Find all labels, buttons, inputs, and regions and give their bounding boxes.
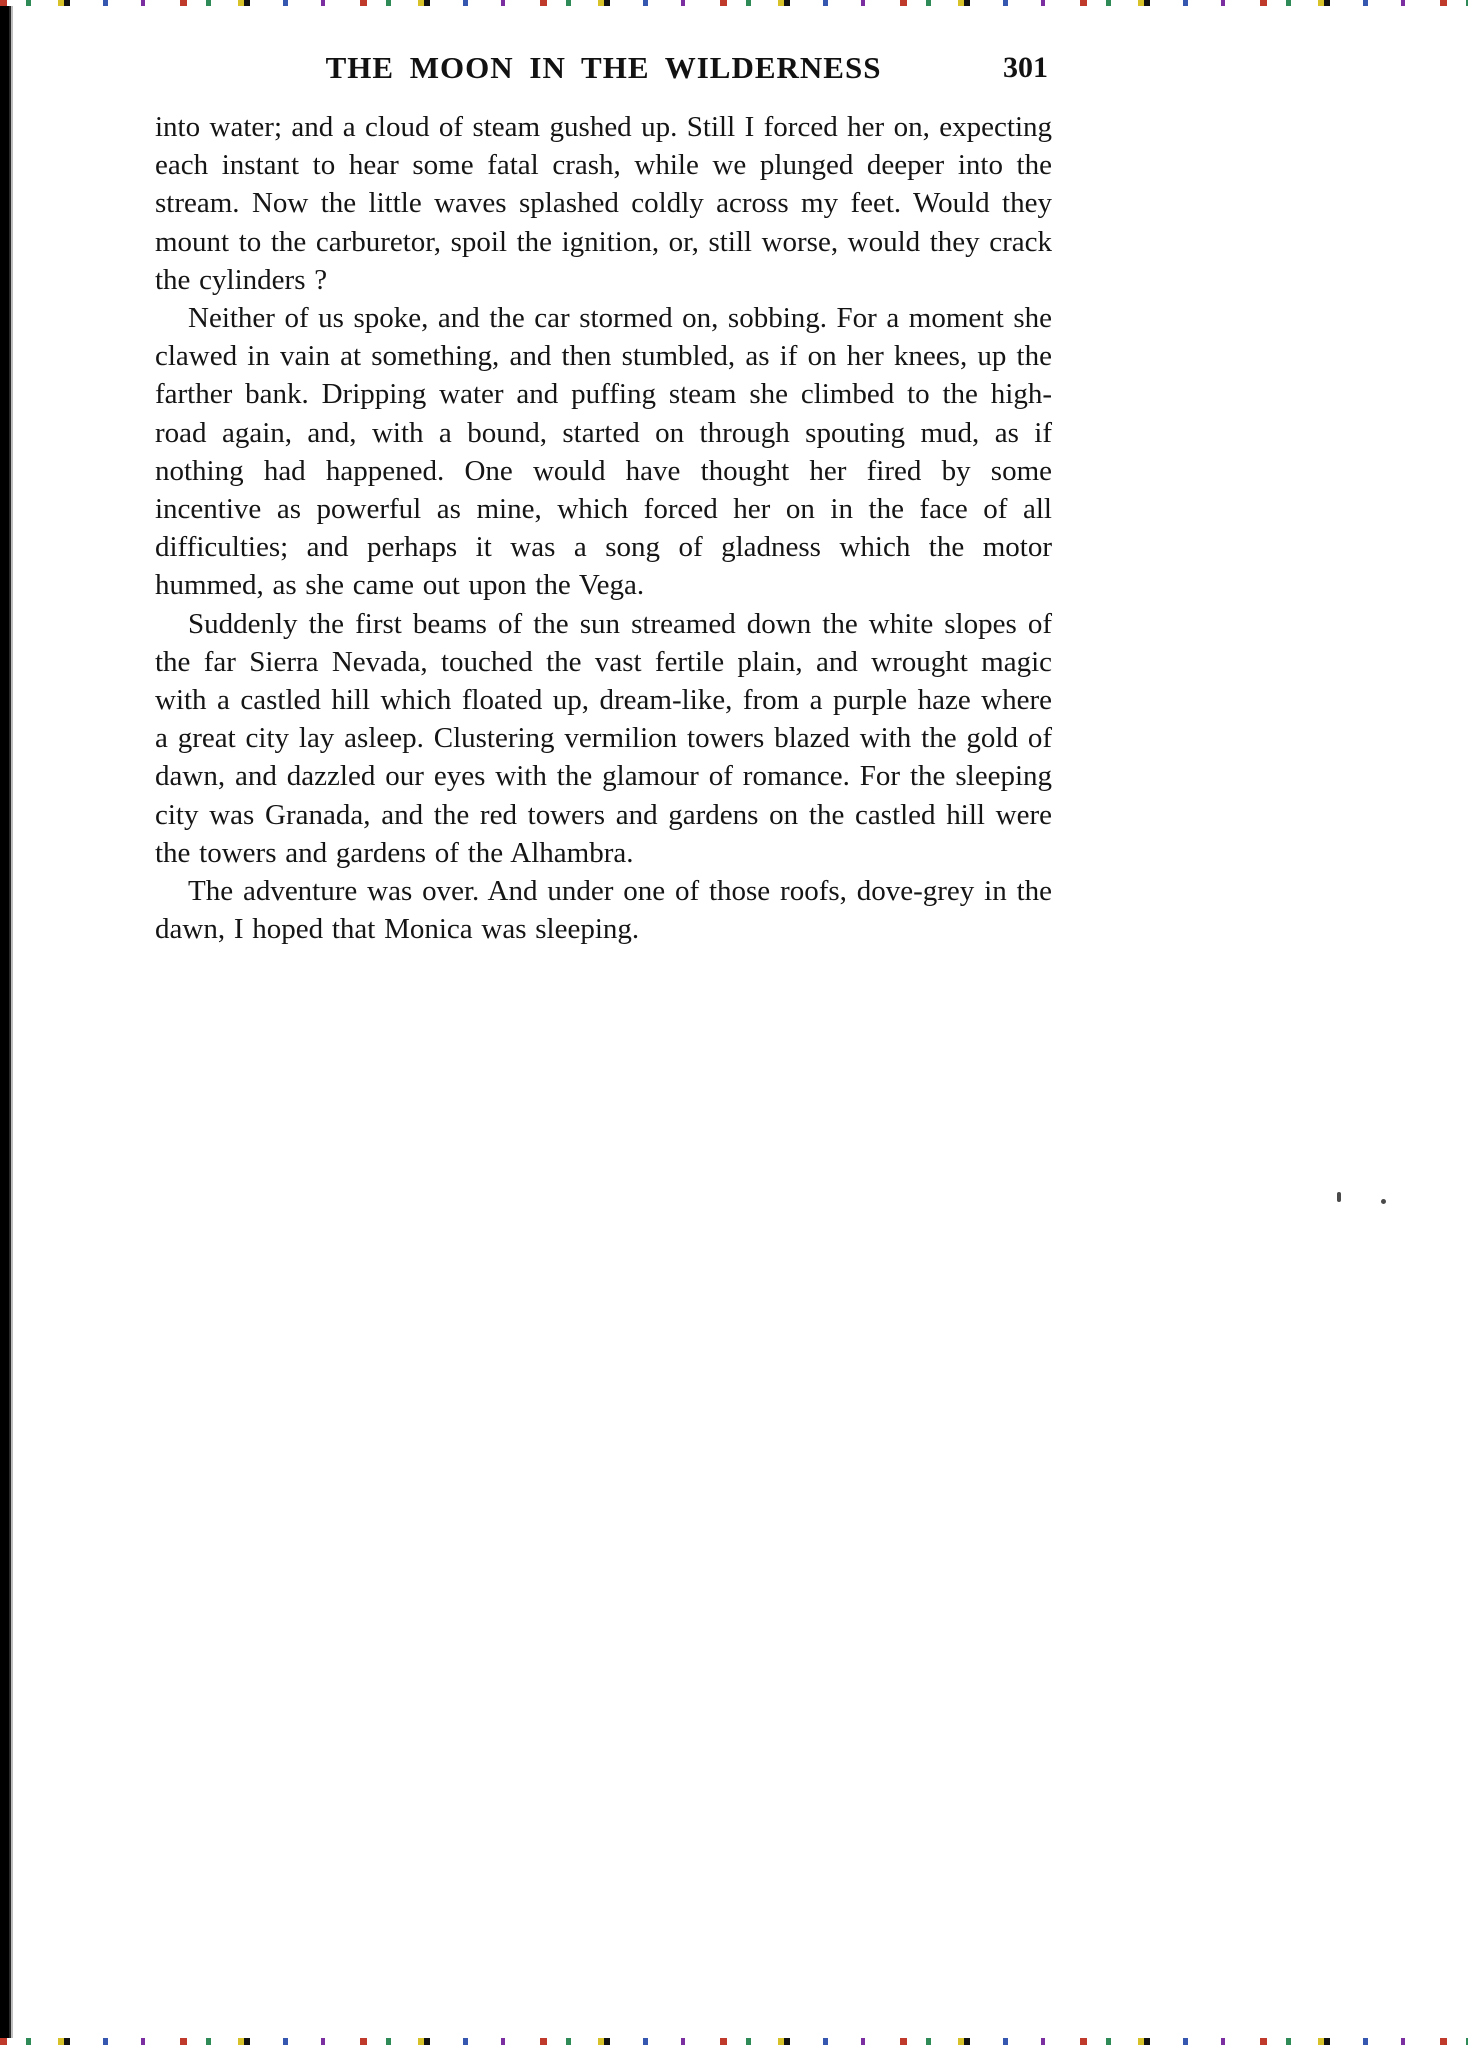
scan-edge-left [0, 0, 13, 2045]
scan-speck [1381, 1199, 1386, 1204]
scan-noise-bottom [0, 2038, 1468, 2045]
chapter-title: THE MOON IN THE WILDERNESS [325, 50, 882, 85]
paragraph: Neither of us spoke, and the car stormed on, sobbing. For a moment she clawed in vain at something, and then stumbled, as if on her knees, up the farther bank. Dripping water and puffing steam she climbed to the high-road again, and, with a bound, started on through spouting mud, as if nothing had happened. One would have thought her fired by some incentive as powerful as mine, which forced her on in the face of all difficulties; and perhaps it was a song of gladness which the motor hummed, as she came out upon the Vega. [155, 302, 1052, 602]
page-number: 301 [1003, 51, 1048, 84]
book-page [155, 50, 1052, 948]
scan-speck [1337, 1192, 1341, 1202]
paragraph-continuation: into water; and a cloud of steam gushed up. Still I forced her on, expecting each instant to hear some fatal crash, while we plunged deeper into the stream. Now the little waves splashed coldly across my feet. Would they mount to the carburetor, spoil the ignition, or, still worse, would they crack the cylinders ? [155, 111, 1052, 296]
paragraph: The adventure was over. And under one of those roofs, dove-grey in the dawn, I hoped that Monica was sleeping. [155, 875, 1052, 946]
running-header [155, 50, 1052, 94]
body-text [155, 108, 1052, 948]
paragraph: Suddenly the first beams of the sun streamed down the white slopes of the far Sierra Nevada, touched the vast fertile plain, and wrought magic with a castled hill which floated up, dream-like, from a purple haze where a great city lay asleep. Clustering vermilion towers blazed with the gold of dawn, and dazzled our eyes with the glamour of romance. For the sleeping city was Granada, and the red towers and gardens on the castled hill were the towers and gardens of the Alhambra. [155, 607, 1052, 869]
scan-noise-top [0, 0, 1468, 6]
